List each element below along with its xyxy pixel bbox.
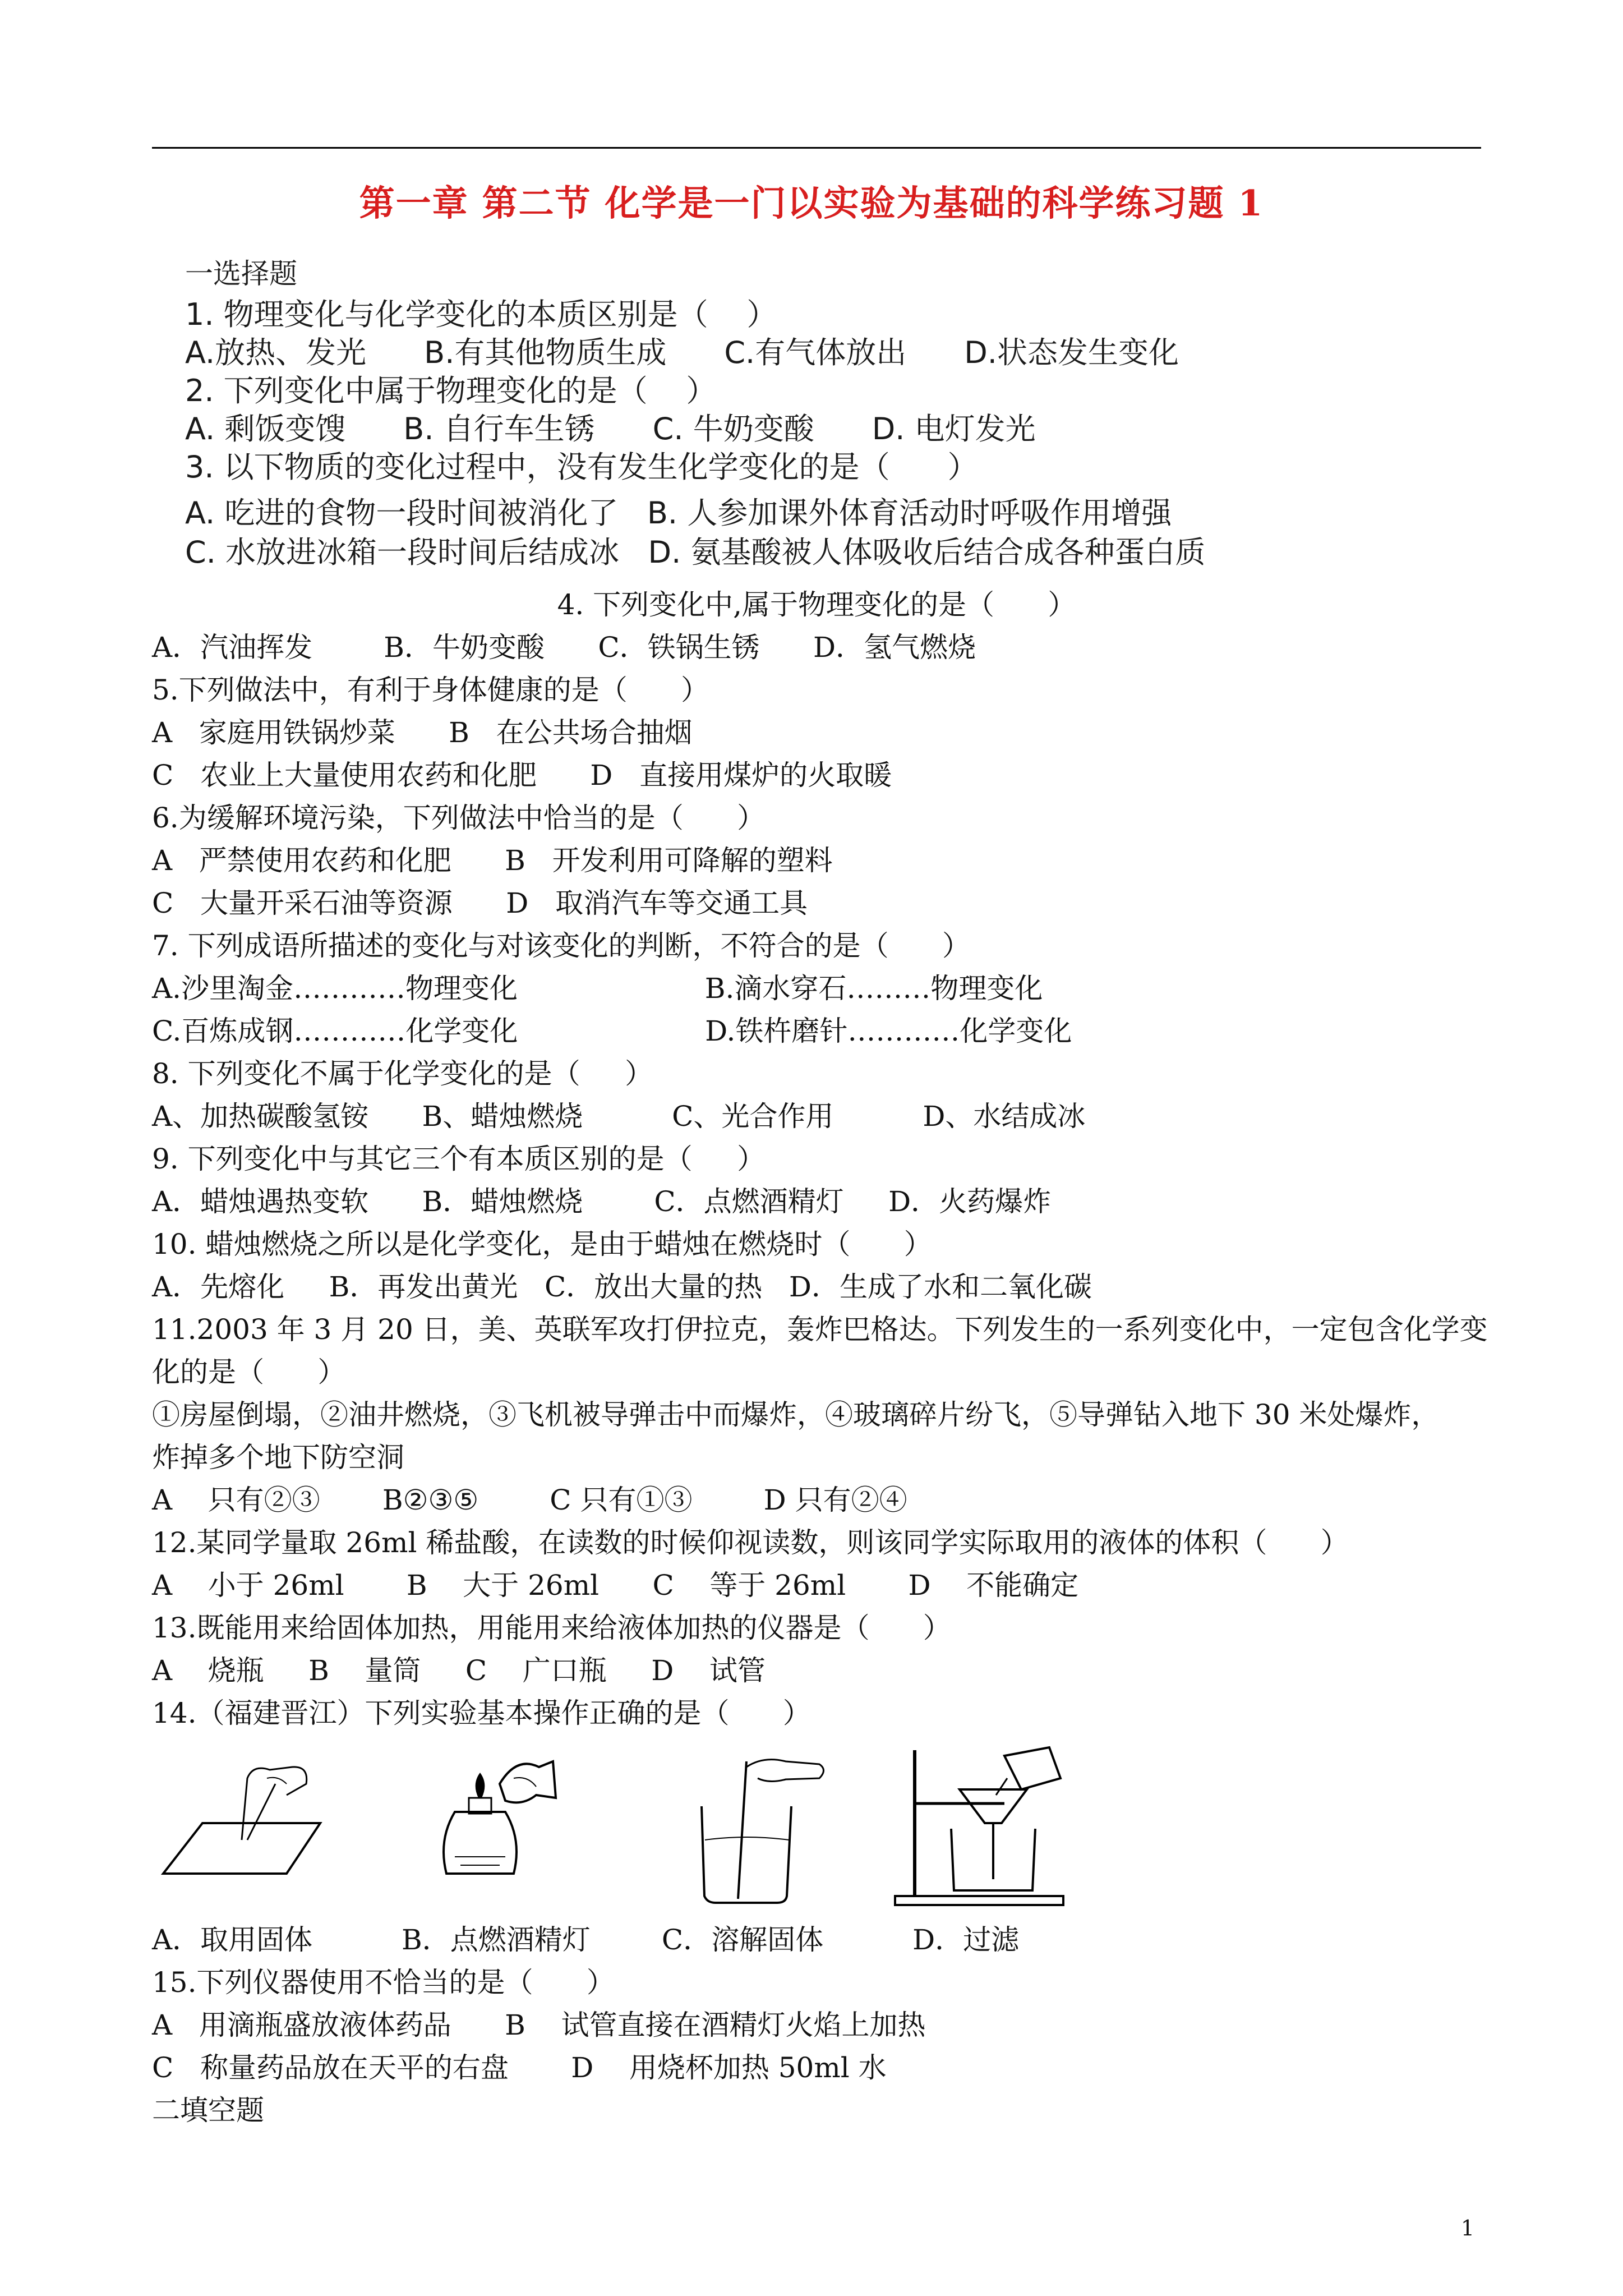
text-line: A 家庭用铁锅炒菜 B 在公共场合抽烟 bbox=[152, 716, 693, 749]
text-line: A 小于 26ml B 大于 26ml C 等于 26ml D 不能确定 bbox=[152, 1569, 1079, 1602]
text-line: A 只有②③ B②③⑤ C 只有①③ D 只有②④ bbox=[152, 1484, 907, 1516]
filtration-figure bbox=[892, 1745, 1077, 1913]
header-rule bbox=[152, 147, 1481, 149]
figure-captions: A．取用固体 B．点燃酒精灯 C．溶解固体 D．过滤 bbox=[152, 1924, 1020, 1956]
text-line: A.沙里淘金…………物理变化 B.滴水穿石………物理变化 bbox=[152, 972, 1043, 1005]
take-solid-figure bbox=[158, 1745, 326, 1890]
text-line: 13.既能用来给固体加热，用能用来给液体加热的仪器是（ ） bbox=[152, 1612, 951, 1644]
scan-line: 2. 下列变化中属于物理变化的是（ ） bbox=[185, 373, 717, 408]
text-line: A．汽油挥发 B．牛奶变酸 C．铁锅生锈 D．氢气燃烧 bbox=[152, 631, 976, 664]
text-line: A 严禁使用农药和化肥 B 开发利用可降解的塑料 bbox=[152, 844, 833, 877]
text-line: 9. 下列变化中与其它三个有本质区别的是（ ） bbox=[152, 1143, 766, 1175]
text-line: 12.某同学量取 26ml 稀盐酸，在读数的时候仰视读数，则该同学实际取用的液体的体积（ ） bbox=[152, 1526, 1349, 1559]
text-line: A．蜡烛遇热变软 B．蜡烛燃烧 C．点燃酒精灯 D．火药爆炸 bbox=[152, 1185, 1052, 1218]
page-number: 1 bbox=[1460, 2216, 1474, 2240]
text-line: 7. 下列成语所描述的变化与对该变化的判断，不符合的是（ ） bbox=[152, 930, 970, 962]
page-title: 第一章 第二节 化学是一门以实验为基础的科学练习题 1 bbox=[359, 182, 1264, 224]
text-line: 6.为缓解环境污染，下列做法中恰当的是（ ） bbox=[152, 802, 766, 834]
text-line: C.百炼成钢…………化学变化 D.铁杵磨针…………化学变化 bbox=[152, 1015, 1072, 1047]
section-heading: 一选择题 bbox=[185, 257, 297, 290]
scan-line: 3. 以下物质的变化过程中，没有发生化学变化的是（ ） bbox=[185, 449, 978, 485]
section-heading: 二填空题 bbox=[152, 2094, 264, 2127]
text-line: C 大量开采石油等资源 D 取消汽车等交通工具 bbox=[152, 887, 808, 919]
text-line: 8. 下列变化不属于化学变化的是（ ） bbox=[152, 1057, 653, 1090]
text-line: ①房屋倒塌，②油井燃烧，③飞机被导弹击中而爆炸，④玻璃碎片纷飞，⑤导弹钻入地下 30 米处爆炸， bbox=[152, 1398, 1440, 1431]
experiment-figures bbox=[152, 1745, 1105, 1913]
text-line: 10. 蜡烛燃烧之所以是化学变化，是由于蜡烛在燃烧时（ ） bbox=[152, 1228, 932, 1260]
text-line: 5.下列做法中，有利于身体健康的是（ ） bbox=[152, 674, 709, 706]
scan-line: C. 水放进冰箱一段时间后结成冰 D. 氨基酸被人体吸收后结合成各种蛋白质 bbox=[185, 535, 1206, 570]
text-line: 炸掉多个地下防空洞 bbox=[152, 1441, 404, 1474]
scan-line: A. 吃进的食物一段时间被消化了 B. 人参加课外体育活动时呼吸作用增强 bbox=[185, 495, 1172, 531]
text-line: A、加热碳酸氢铵 B、蜡烛燃烧 C、光合作用 D、水结成冰 bbox=[152, 1100, 1086, 1133]
alcohol-lamp-figure bbox=[416, 1745, 561, 1890]
text-line: 14.（福建晋江）下列实验基本操作正确的是（ ） bbox=[152, 1697, 811, 1729]
text-line: A．先熔化 B．再发出黄光 C．放出大量的热 D．生成了水和二氧化碳 bbox=[152, 1271, 1092, 1303]
text-line: 15.下列仪器使用不恰当的是（ ） bbox=[152, 1966, 615, 1999]
text-line: A 用滴瓶盛放液体药品 B 试管直接在酒精灯火焰上加热 bbox=[152, 2009, 926, 2041]
text-line: 11.2003 年 3 月 20 日，美、英联军攻打伊拉克，轰炸巴格达。下列发生的一系列变化中，一定包含化学变 bbox=[152, 1313, 1488, 1346]
scan-line: A.放热、发光 B.有其他物质生成 C.有气体放出 D.状态发生变化 bbox=[185, 335, 1179, 370]
text-line: 化的是（ ） bbox=[152, 1356, 346, 1388]
text-line: A 烧瓶 B 量筒 C 广口瓶 D 试管 bbox=[152, 1654, 766, 1687]
text-line: C 农业上大量使用农药和化肥 D 直接用煤炉的火取暖 bbox=[152, 759, 892, 792]
text-line: C 称量药品放在天平的右盘 D 用烧杯加热 50ml 水 bbox=[152, 2051, 887, 2084]
question-4: 4. 下列变化中,属于物理变化的是（ ） bbox=[557, 588, 1076, 621]
scan-line: A. 剩饭变馊 B. 自行车生锈 C. 牛奶变酸 D. 电灯发光 bbox=[185, 411, 1036, 447]
scan-line: 1. 物理变化与化学变化的本质区别是（ ） bbox=[185, 297, 777, 332]
dissolve-solid-figure bbox=[685, 1745, 831, 1907]
